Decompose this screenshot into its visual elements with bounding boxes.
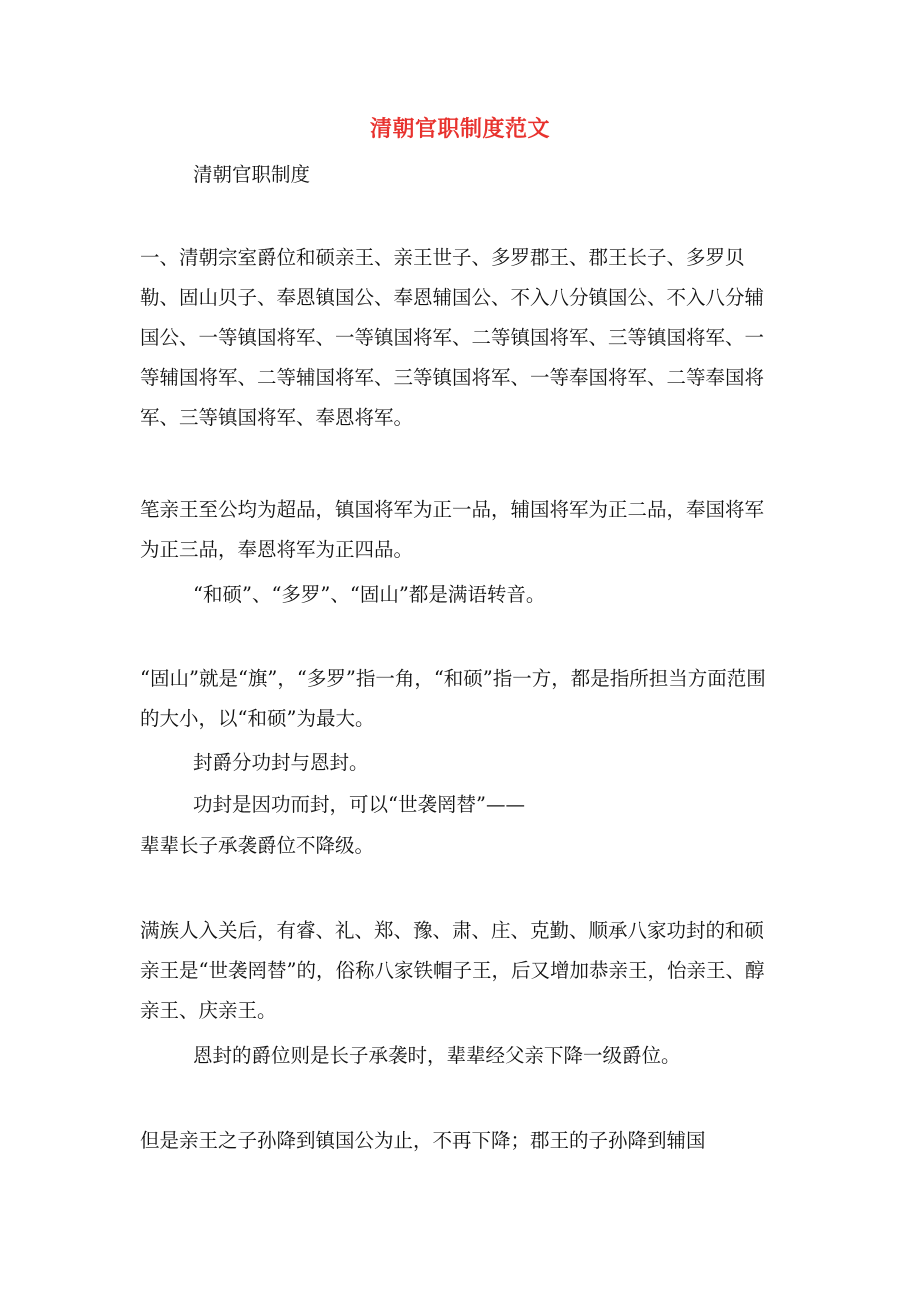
paragraph-descent-limit: 但是亲王之子孙降到镇国公为止，不再下降；郡王的子孙降到辅国 [140, 1129, 706, 1152]
paragraph-grace-enfeoffment: 恩封的爵位则是长子承袭时，辈辈经父亲下降一级爵位。 [193, 1044, 681, 1067]
paragraph-iron-cap-princes: 满族人入关后，有睿、礼、郑、豫、肃、庄、克勤、顺承八家功封的和硕亲王是“世袭罔替”的，俗称八家铁帽子王，后又增加恭亲王，怡亲王、醇亲王、庆亲王。 [140, 919, 765, 1022]
paragraph-hereditary: 辈辈长子承袭爵位不降级。 [140, 834, 375, 857]
paragraph-grades: 笔亲王至公均为超品，镇国将军为正一品，辅国将军为正二品，奉国将军为正三品，奉恩将军为正四品。 [140, 498, 765, 561]
paragraph-enfeoffment-types: 封爵分功封与恩封。 [193, 751, 369, 774]
paragraph-term-meanings: “固山”就是“旗”，“多罗”指一角，“和硕”指一方，都是指所担当方面范围的大小，以“和硕”为最大。 [140, 667, 766, 730]
paragraph-manchu-terms: “和硕”、“多罗”、“固山”都是满语转音。 [193, 583, 546, 606]
paragraph-ranks: 一、清朝宗室爵位和硕亲王、亲王世子、多罗郡王、郡王长子、多罗贝勒、固山贝子、奉恩镇国公、奉恩辅国公、不入八分镇国公、不入八分辅国公、一等镇国将军、一等镇国将军、二等镇国将军、三等镇国将军、一等辅国将军、二等辅国将军、三等镇国将军、一等奉国将军、二等奉国将军、三等镇国将军、奉恩将军。 [140, 246, 765, 429]
document-title: 清朝官职制度范文 [369, 116, 550, 142]
paragraph-subtitle: 清朝官职制度 [193, 163, 311, 186]
paragraph-merit-enfeoffment: 功封是因功而封，可以“世袭罔替”—— [193, 793, 525, 816]
